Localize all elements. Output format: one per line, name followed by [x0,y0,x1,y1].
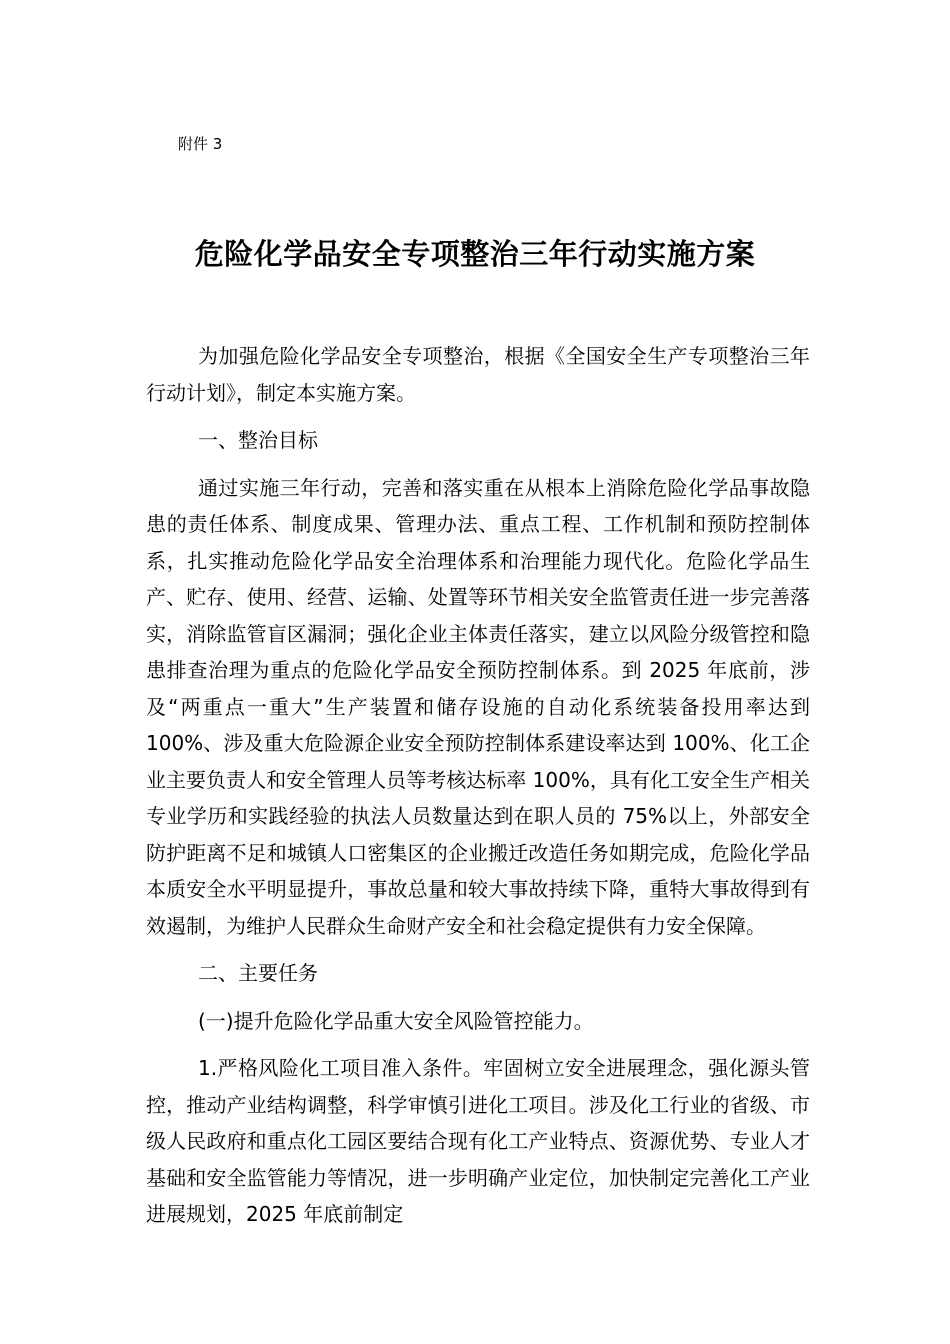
section2-heading: 二、主要任务 [198,961,318,985]
item1-paragraph: 1.严格风险化工项目准入条件。牢固树立安全进展理念，强化源头管控，推动产业结构调整，科学审慎引进化工项目。涉及化工行业的省级、市级人民政府和重点化工园区要结合现有化工产业特点、资源优势、专业人才基础和安全监管能力等情况，进一步明确产业定位，加快制定完善化工产业进展规划，2025 年底前制定 [146,1056,810,1226]
subsection1-heading: (一)提升危险化学品重大安全风险管控能力。 [198,1008,594,1033]
section1-heading: 一、整治目标 [198,428,318,452]
section1-paragraph: 通过实施三年行动，完善和落实重在从根本上消除危险化学品事故隐患的责任体系、制度成果、管理办法、重点工程、工作机制和预防控制体系，扎实推动危险化学品安全治理体系和治理能力现代化。危险化学品生产、贮存、使用、经营、运输、处置等环节相关安全监管责任进一步完善落实，消除监管盲区漏洞；强化企业主体责任落实，建立以风险分级管控和隐患排查治理为重点的危险化学品安全预防控制体系。到 2025 年底前，涉及“两重点一重大”生产装置和储存设施的自动化系统装备投用率达到 100%、涉及重大危险源企业安全预防控制体系建设率达到 100%、化工企业主要负责人和安全管理人员等考核达标率 100%，具有化工安全生产相关专业学历和实践经验的执法人员数量达到在职人员的 75%以上，外部安全防护距离不足和城镇人口密集区的企业搬迁改造任务如期完成，危险化学品本质安全水平明显提升，事故总量和较大事故持续下降，重特大事故得到有效遏制，为维护人民群众生命财产安全和社会稳定提供有力安全保障。 [146,475,810,938]
attachment-label: 附件 3 [178,135,223,153]
document-title: 危险化学品安全专项整治三年行动实施方案 [194,237,756,271]
document-body [146,338,810,1233]
intro-paragraph: 为加强危险化学品安全专项整治，根据《全国安全生产专项整治三年行动计划》，制定本实施方案。 [146,344,810,405]
